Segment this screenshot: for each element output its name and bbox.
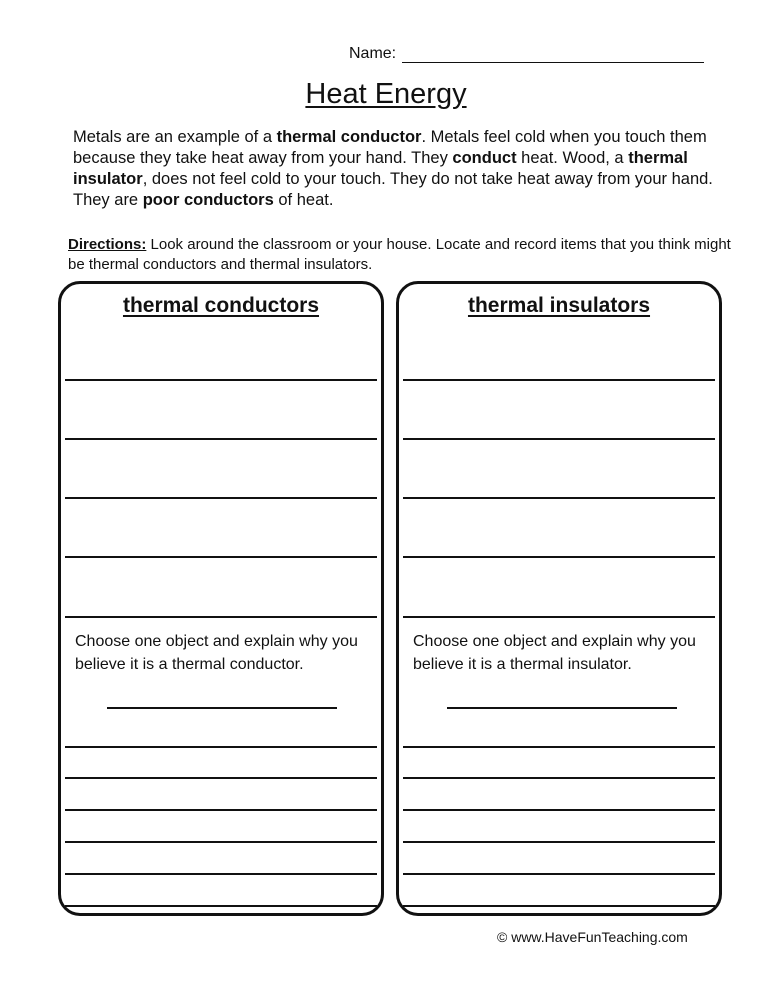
directions <box>68 235 738 275</box>
answer-line[interactable] <box>403 746 715 748</box>
answer-line[interactable] <box>403 777 715 779</box>
answer-line[interactable] <box>65 556 377 558</box>
answer-line[interactable] <box>65 616 377 618</box>
answer-line[interactable] <box>65 777 377 779</box>
answer-line[interactable] <box>403 497 715 499</box>
intro-text: . Metals feel cold when you touch them because they take heat away from your hand. They <box>73 128 707 167</box>
name-field-line[interactable] <box>402 62 704 63</box>
intro-text: heat. Wood, a <box>516 149 629 167</box>
answer-line[interactable] <box>403 556 715 558</box>
answer-line[interactable] <box>65 746 377 748</box>
intro-bold: thermal conductor <box>276 128 422 146</box>
explain-prompt: Choose one object and explain why you believe it is a thermal insulator. <box>413 633 696 673</box>
answer-line[interactable] <box>403 873 715 875</box>
name-label: Name: <box>349 45 397 62</box>
directions-text: Look around the classroom or your house. Locate and record items that you think might be thermal conductors and thermal insulators. <box>68 236 731 273</box>
answer-line[interactable] <box>65 438 377 440</box>
answer-line[interactable] <box>65 873 377 875</box>
answer-line[interactable] <box>65 379 377 381</box>
conductors-column <box>58 281 384 916</box>
directions-label: Directions: <box>68 236 147 253</box>
answer-line[interactable] <box>403 841 715 843</box>
intro-paragraph <box>73 127 743 211</box>
insulators-column <box>396 281 722 916</box>
answer-line[interactable] <box>403 379 715 381</box>
intro-text: of heat. <box>273 191 334 209</box>
object-line[interactable] <box>107 707 337 709</box>
intro-text: Metals are an example of a <box>73 128 277 146</box>
intro-text: , does not feel cold to your touch. They do not take heat away from your hand. They are <box>73 170 713 209</box>
answer-line[interactable] <box>65 905 377 907</box>
intro-bold: poor conductors <box>142 191 274 209</box>
intro-bold: conduct <box>452 149 517 167</box>
answer-line[interactable] <box>65 841 377 843</box>
page-title: Heat Energy <box>305 78 467 110</box>
answer-line[interactable] <box>65 809 377 811</box>
intro-bold: thermal insulator <box>73 149 688 188</box>
answer-line[interactable] <box>403 438 715 440</box>
answer-line[interactable] <box>65 497 377 499</box>
column-title: thermal conductors <box>122 294 320 317</box>
copyright: © www.HaveFunTeaching.com <box>497 929 688 945</box>
answer-line[interactable] <box>403 809 715 811</box>
explain-prompt: Choose one object and explain why you believe it is a thermal conductor. <box>75 633 358 673</box>
answer-line[interactable] <box>403 616 715 618</box>
column-title: thermal insulators <box>467 294 651 317</box>
answer-line[interactable] <box>403 905 715 907</box>
object-line[interactable] <box>447 707 677 709</box>
